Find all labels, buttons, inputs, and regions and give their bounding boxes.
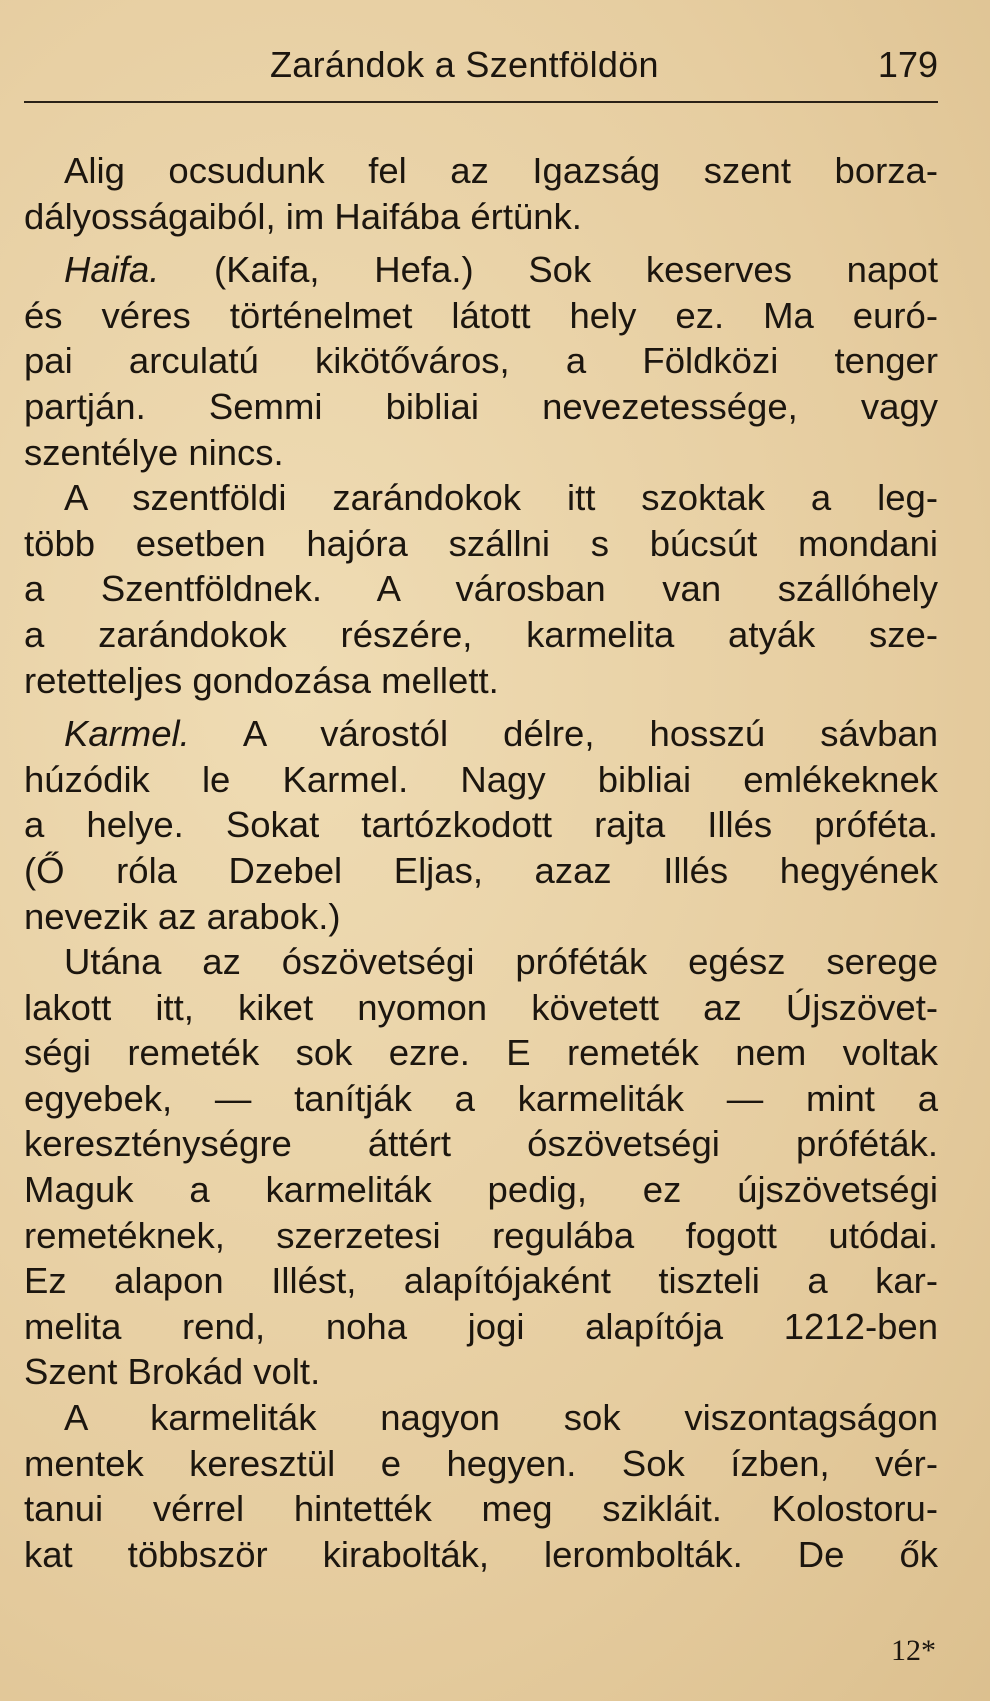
text-line <box>24 566 938 612</box>
line-text: partján. Semmi bibliai nevezetessége, vagy <box>24 385 938 427</box>
line-text: remetéknek, szerzetesi regulába fogott utódai. <box>24 1214 938 1256</box>
italic-heading: Haifa. <box>64 249 160 291</box>
text-line <box>24 338 938 384</box>
running-header <box>24 44 938 104</box>
text-line <box>24 1076 938 1122</box>
line-text: nevezik az arabok.) <box>24 895 341 937</box>
line-text: a zarándokok részére, karmelita atyák sze- <box>24 613 938 655</box>
line-text: egyebek, — tanítják a karmeliták — mint a <box>24 1077 938 1119</box>
text-line <box>24 1121 938 1167</box>
line-text: dályosságaiból, im Haifába értünk. <box>24 195 582 237</box>
line-text: Szent Brokád volt. <box>24 1351 321 1393</box>
line-text: Maguk a karmeliták pedig, ez újszövetségi <box>24 1169 938 1211</box>
line-text: (Kaifa, Hefa.) Sok keserves napot <box>159 249 938 291</box>
text-line <box>24 1395 938 1441</box>
line-text: Alig ocsudunk fel az Igazság szent borza- <box>64 150 938 191</box>
text-line <box>24 848 938 894</box>
body-text <box>24 148 938 1577</box>
line-text: a Szentföldnek. A városban van szállóhely <box>24 568 938 610</box>
line-text: (Ő róla Dzebel Eljas, azaz Illés hegyének <box>24 849 938 891</box>
text-line <box>24 521 938 567</box>
line-text: lakott itt, kiket nyomon követett az Újszövet- <box>24 986 938 1028</box>
text-line <box>24 148 938 194</box>
line-text: pai arculatú kikötőváros, a Földközi tenger <box>24 340 938 382</box>
text-line <box>24 1304 938 1350</box>
text-line <box>24 1532 938 1578</box>
line-text: kereszténységre áttért ószövetségi próféták. <box>24 1123 938 1165</box>
running-title: Zarándok a Szentföldön <box>270 44 659 85</box>
line-text: A szentföldi zarándokok itt szoktak a leg- <box>64 477 938 519</box>
text-line <box>24 612 938 658</box>
paragraph-gap <box>24 239 938 247</box>
line-text: több esetben hajóra szállni s búcsút mondani <box>24 522 938 564</box>
line-text: és véres történelmet látott hely ez. Ma euró- <box>24 294 938 336</box>
text-line <box>24 658 938 704</box>
text-line <box>24 194 938 240</box>
line-text: húzódik le Karmel. Nagy bibliai emlékeknek <box>24 758 938 800</box>
line-text: mentek keresztül e hegyen. Sok ízben, vér- <box>24 1442 938 1484</box>
text-line <box>24 802 938 848</box>
italic-heading: Karmel. <box>64 713 190 755</box>
text-line <box>24 757 938 803</box>
text-line <box>24 1441 938 1487</box>
text-line <box>24 1030 938 1076</box>
text-line <box>24 1486 938 1532</box>
text-line <box>24 247 938 293</box>
text-line <box>24 894 938 940</box>
line-text: Ez alapon Illést, alapítójaként tiszteli a kar- <box>24 1260 938 1302</box>
text-line <box>24 1167 938 1213</box>
text-line <box>24 1258 938 1304</box>
line-text: a helye. Sokat tartózkodott rajta Illés próféta. <box>24 804 938 846</box>
line-text: A várostól délre, hosszú sávban <box>189 713 938 755</box>
header-rule <box>24 101 938 103</box>
signature-mark: 12* <box>891 1634 936 1667</box>
line-text: A karmeliták nagyon sok viszontagságon <box>64 1397 938 1439</box>
line-text: tanui vérrel hintették meg szikláit. Kolostoru- <box>24 1488 938 1530</box>
line-text: kat többször kirabolták, lerombolták. De ők <box>24 1533 938 1575</box>
text-line <box>24 711 938 757</box>
line-text: retetteljes gondozása mellett. <box>24 659 499 701</box>
line-text: szentélye nincs. <box>24 431 284 473</box>
text-line <box>24 384 938 430</box>
text-line <box>24 475 938 521</box>
text-line <box>24 293 938 339</box>
line-text: ségi remeték sok ezre. E remeték nem voltak <box>24 1032 938 1074</box>
paragraph-gap <box>24 703 938 711</box>
page-number: 179 <box>877 44 938 85</box>
text-line <box>24 985 938 1031</box>
text-line <box>24 1349 938 1395</box>
line-text: melita rend, noha jogi alapítója 1212-ben <box>24 1305 938 1347</box>
text-line <box>24 430 938 476</box>
text-line <box>24 939 938 985</box>
line-text: Utána az ószövetségi próféták egész serege <box>64 941 938 983</box>
text-line <box>24 1213 938 1259</box>
